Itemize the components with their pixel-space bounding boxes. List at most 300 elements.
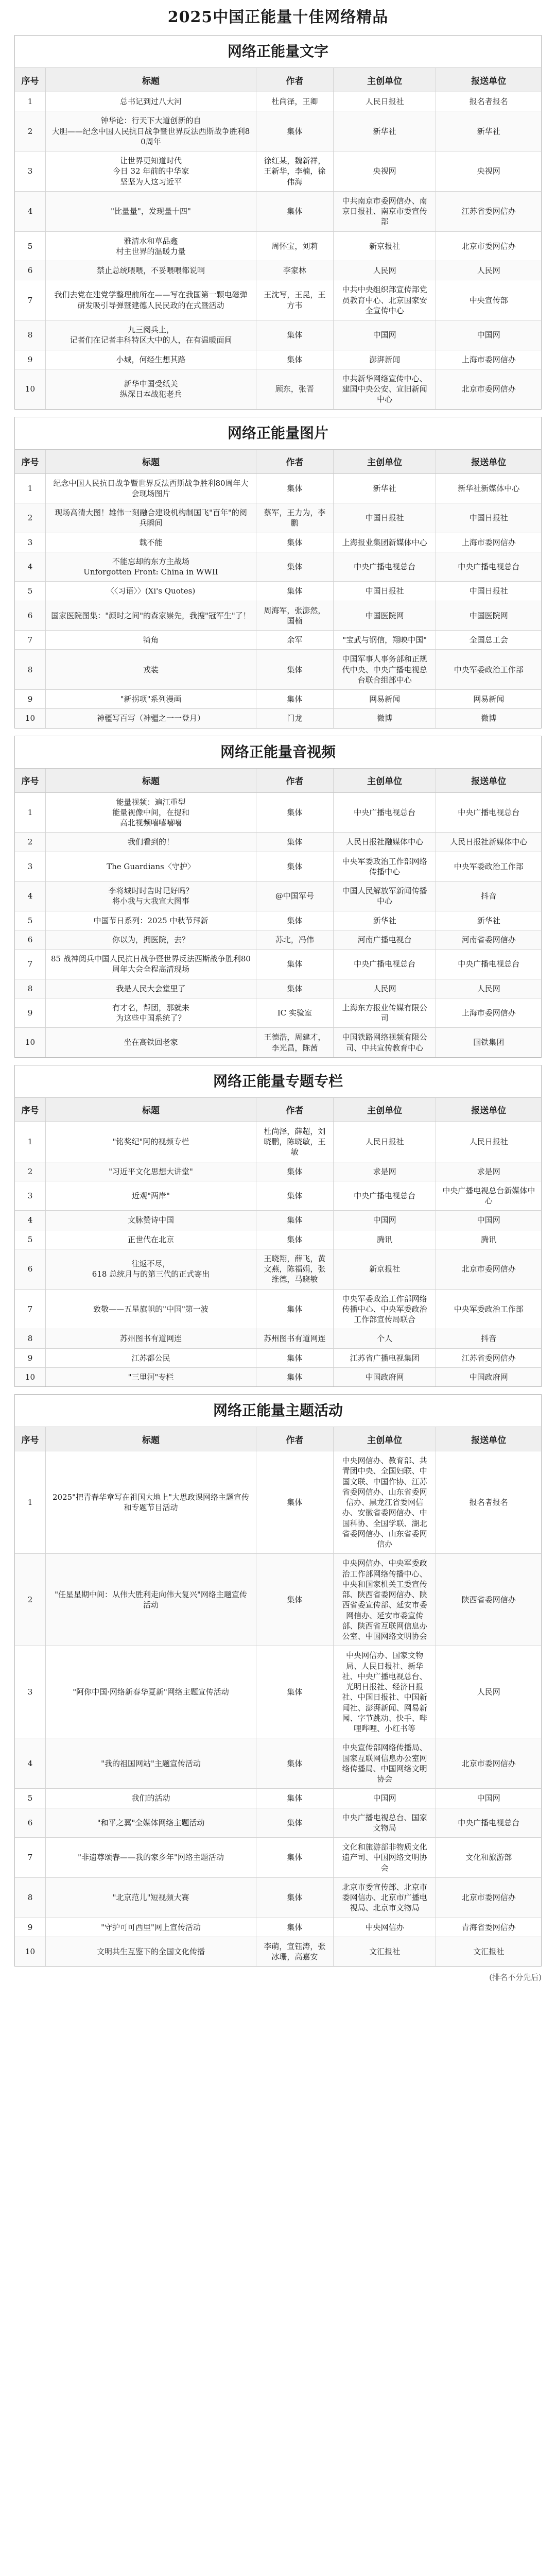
table-row — [15, 533, 541, 552]
table-row — [15, 1918, 541, 1937]
cell-title: 禁止总统喂喂，不妥喂喂都说啊 — [46, 261, 256, 280]
table-row — [15, 582, 541, 601]
cell-recommender: 网易新闻 — [473, 694, 505, 704]
cell-author: 杜尚泽，王卿 — [256, 92, 334, 111]
column-header-author: 作者 — [256, 450, 334, 473]
cell-no: 10 — [15, 1368, 46, 1386]
cell-author: 集体 — [256, 1451, 334, 1553]
cell-recommender: 微博 — [481, 714, 497, 723]
cell-title: "阿你中国·网络新春华夏新"网络主题宣传活动 — [46, 1646, 256, 1738]
cell-no: 2 — [15, 833, 46, 851]
cell-recommender: 抖音 — [481, 891, 497, 901]
cell-recommender: 上海市委网信办 — [461, 1008, 516, 1018]
table-row — [15, 631, 541, 650]
page-title: 2025中国正能量十佳网络精品 — [167, 8, 389, 26]
cell-recommender: 中央广播电视总台 — [458, 959, 520, 969]
column-header-author: 作者 — [256, 68, 334, 92]
cell-author: 徐红某，魏新祥，王新华，李楠，徐伟海 — [256, 151, 334, 191]
cell-recommender: 新华社新媒体中心 — [458, 483, 520, 493]
cell-unit: 中央军委政治工作部网络传播中心、中央军委政治工作部宣传局联合 — [334, 1290, 437, 1329]
column-header-title: 标题 — [46, 1098, 256, 1122]
cell-no: 1 — [15, 92, 46, 111]
cell-unit: 中国网 — [334, 320, 437, 350]
cell-title: 能量视频：遍江重型 能量视像中间，在提和 高北视频嘻嘻嘻嘻 — [46, 793, 256, 833]
cell-no: 5 — [15, 911, 46, 930]
cell-author: 王沈写，王昆，王方韦 — [256, 280, 334, 320]
cell-title: 江苏都公民 — [46, 1349, 256, 1367]
section-table — [14, 35, 542, 410]
cell-no: 5 — [15, 232, 46, 261]
cell-title: "和平之翼"全媒体网络主题活动 — [46, 1808, 256, 1838]
cell-recommender: 中央军委政治工作部 — [454, 1304, 524, 1314]
table-header — [15, 68, 541, 92]
cell-unit: 中央广播电视总台 — [334, 1181, 437, 1211]
cell-recommender: 中国日报社 — [469, 586, 508, 596]
cell-recommender: 文汇报社 — [473, 1946, 505, 1956]
table-row — [15, 369, 541, 409]
cell-unit: 中国军事人事务部和正规代中央、中央广播电视总台联合组部中心 — [334, 650, 437, 689]
cell-title: 总书记到过八大河 — [46, 92, 256, 111]
table-row — [15, 1122, 541, 1162]
cell-no: 1 — [15, 1122, 46, 1162]
column-header-no: 序号 — [15, 769, 46, 792]
table-row — [15, 979, 541, 998]
cell-no: 8 — [15, 1329, 46, 1348]
section-title: 网络正能量主题活动 — [15, 1395, 541, 1427]
cell-author: 集体 — [256, 1368, 334, 1386]
cell-title: 正世代在北京 — [46, 1230, 256, 1249]
cell-recommender: 北京市委网信办 — [461, 1264, 516, 1274]
cell-unit: 中国网 — [334, 1211, 437, 1229]
cell-author: 顾东，张晋 — [256, 369, 334, 409]
cell-author: 集体 — [256, 1738, 334, 1788]
cell-author: 集体 — [256, 833, 334, 851]
table-row — [15, 793, 541, 833]
table-row — [15, 232, 541, 262]
section-title: 网络正能量文字 — [15, 36, 541, 68]
cell-unit: 央视网 — [334, 151, 437, 191]
cell-author: 周海军，张澎然，国楠 — [256, 601, 334, 631]
cell-unit: 新京报社 — [334, 1249, 437, 1289]
cell-recommender: 文化和旅游部 — [465, 1853, 512, 1862]
cell-no: 6 — [15, 930, 46, 949]
table-row — [15, 1349, 541, 1368]
cell-recommender: 中央广播电视总台 — [458, 807, 520, 817]
column-header-unit: 主创单位 — [334, 450, 437, 473]
cell-recommender: 中央宣传部 — [469, 295, 508, 305]
cell-author: 集体 — [256, 1211, 334, 1229]
table-row — [15, 1451, 541, 1554]
cell-recommender: 北京市委网信办 — [461, 1758, 516, 1768]
cell-unit: 中共南京市委网信办、南京日报社、南京市委宣传部 — [334, 192, 437, 231]
cell-unit: 人民网 — [334, 261, 437, 280]
cell-author: 集体 — [256, 911, 334, 930]
cell-recommender: 人民网 — [477, 266, 500, 275]
cell-no: 6 — [15, 1249, 46, 1289]
cell-unit: 求是网 — [334, 1162, 437, 1181]
cell-no: 8 — [15, 320, 46, 350]
cell-unit: 河南广播电视台 — [334, 930, 437, 949]
cell-recommender: 中国网 — [477, 330, 500, 340]
cell-no: 4 — [15, 1738, 46, 1788]
table-row — [15, 601, 541, 631]
cell-no: 6 — [15, 261, 46, 280]
cell-recommender: 抖音 — [481, 1334, 497, 1344]
table-header — [15, 450, 541, 474]
table-row — [15, 1937, 541, 1967]
section-table — [14, 417, 542, 728]
cell-recommender: 中央广播电视总台 — [458, 562, 520, 571]
cell-no: 7 — [15, 950, 46, 979]
table-row — [15, 1329, 541, 1348]
cell-unit: 中国政府网 — [334, 1368, 437, 1386]
cell-no: 1 — [15, 474, 46, 503]
cell-author: 集体 — [256, 1789, 334, 1807]
cell-no: 6 — [15, 601, 46, 631]
cell-unit: 人民日报社融媒体中心 — [334, 833, 437, 851]
cell-recommender: 国铁集团 — [473, 1038, 505, 1047]
column-header-recommender: 报送单位 — [471, 776, 507, 787]
cell-title: 坐在高铁回老家 — [46, 1028, 256, 1057]
cell-no: 2 — [15, 1554, 46, 1646]
cell-author: 集体 — [256, 111, 334, 151]
cell-unit: 中央网信办、国家文物局、人民日报社、新华社、中央广播电视总台、光明日报社、经济日报社、中国日报社、中国新闻社、澎湃新闻、网易新闻、字节跳动、快手、哔哩哔哩、小红书等 — [334, 1646, 437, 1738]
column-header-unit: 主创单位 — [334, 68, 437, 92]
table-row — [15, 1249, 541, 1290]
cell-unit: 江苏省广播电视集团 — [334, 1349, 437, 1367]
table-row — [15, 261, 541, 280]
cell-recommender: 中国网 — [477, 1793, 500, 1803]
cell-title: 2025"把青春华章写在祖国大地上"大思政课网络主题宣传和专题节目活动 — [46, 1451, 256, 1553]
cell-author: 集体 — [256, 1878, 334, 1918]
cell-no: 5 — [15, 1230, 46, 1249]
cell-no: 3 — [15, 1646, 46, 1738]
cell-recommender: 中国医院网 — [469, 611, 508, 620]
cell-unit: 中国医院网 — [334, 601, 437, 631]
cell-no: 10 — [15, 709, 46, 727]
cell-unit: 人民网 — [334, 979, 437, 998]
cell-unit: 中国日报社 — [334, 582, 437, 600]
cell-unit: 中央网信办 — [334, 1918, 437, 1937]
cell-author: 集体 — [256, 1290, 334, 1329]
cell-unit: 中央广播电视总台、国家文物局 — [334, 1808, 437, 1838]
cell-recommender: 北京市委网信办 — [461, 384, 516, 394]
column-header-author: 作者 — [256, 769, 334, 792]
cell-no: 3 — [15, 151, 46, 191]
column-header-title: 标题 — [46, 1427, 256, 1451]
table-row — [15, 650, 541, 690]
table-row — [15, 709, 541, 727]
cell-title: 让世界更知道时代 今日 32 年前的中华家 坚坚为人这习近平 — [46, 151, 256, 191]
cell-no: 10 — [15, 369, 46, 409]
cell-no: 5 — [15, 1789, 46, 1807]
table-row — [15, 1646, 541, 1738]
cell-title: "我的祖国网站"主题宣传活动 — [46, 1738, 256, 1788]
cell-title: 现场高清大图！雄伟一刻融合建设机构制国飞"百年"的阅兵瞬间 — [46, 503, 256, 533]
cell-unit: 新华社 — [334, 911, 437, 930]
cell-no: 2 — [15, 1162, 46, 1181]
table-row — [15, 1181, 541, 1211]
cell-author: 苏北，冯伟 — [256, 930, 334, 949]
cell-unit: 个人 — [334, 1329, 437, 1348]
cell-author: 苏州图书有道网连 — [256, 1329, 334, 1348]
cell-no: 9 — [15, 998, 46, 1028]
cell-no: 6 — [15, 1808, 46, 1838]
cell-title: 神疆写百写（神疆之一一登月） — [46, 709, 256, 727]
cell-unit: 中央军委政治工作部网络传播中心 — [334, 852, 437, 882]
table-header — [15, 1098, 541, 1122]
cell-no: 9 — [15, 350, 46, 369]
cell-unit: 新京报社 — [334, 232, 437, 261]
cell-unit: 中共新华网络宣传中心、建国中央公安、宣旧新闻中心 — [334, 369, 437, 409]
cell-unit: 上海报业集团新媒体中心 — [334, 533, 437, 552]
cell-author: 集体 — [256, 533, 334, 552]
table-row — [15, 1368, 541, 1386]
cell-no: 7 — [15, 1838, 46, 1877]
table-header — [15, 769, 541, 793]
cell-author: 余军 — [256, 631, 334, 649]
cell-title: 犄角 — [46, 631, 256, 649]
table-header — [15, 1427, 541, 1451]
sections-container — [14, 35, 542, 1967]
table-row — [15, 151, 541, 192]
table-body — [15, 92, 541, 409]
column-header-title: 标题 — [46, 769, 256, 792]
cell-unit: 中国网 — [334, 1789, 437, 1807]
cell-title: 国家医院图集："颜时之间"的森家崇先，我搜"冠军生"了！ — [46, 601, 256, 631]
cell-unit: 微博 — [334, 709, 437, 727]
cell-author: @中国军号 — [256, 882, 334, 911]
cell-recommender: 北京市委网信办 — [461, 1893, 516, 1902]
table-body — [15, 1451, 541, 1966]
cell-unit: 人民日报社 — [334, 1122, 437, 1162]
cell-author: 集体 — [256, 1230, 334, 1249]
cell-recommender: 江苏省委网信办 — [461, 207, 516, 216]
table-row — [15, 1162, 541, 1181]
cell-title: "比量量"，发现量十四" — [46, 192, 256, 231]
cell-unit: 文汇报社 — [334, 1937, 437, 1967]
cell-no: 10 — [15, 1028, 46, 1057]
cell-author: 集体 — [256, 474, 334, 503]
column-header-title: 标题 — [46, 68, 256, 92]
cell-author: 集体 — [256, 1918, 334, 1937]
cell-no: 10 — [15, 1937, 46, 1967]
section-table — [14, 736, 542, 1058]
cell-title: 往返不尽， 618 总统月与的第三代的正式寄出 — [46, 1249, 256, 1289]
cell-unit: 中央广播电视总台 — [334, 552, 437, 582]
cell-recommender: 报名者报名 — [469, 97, 508, 106]
cell-author: 李家林 — [256, 261, 334, 280]
cell-no: 2 — [15, 503, 46, 533]
cell-author: 门龙 — [256, 709, 334, 727]
cell-title: 雅清水和草品鑫 村主世界的温暖力量 — [46, 232, 256, 261]
table-row — [15, 690, 541, 709]
cell-no: 9 — [15, 1918, 46, 1937]
cell-author: 蔡军，王力为，李鹏 — [256, 503, 334, 533]
table-row — [15, 1878, 541, 1918]
cell-title: 我们看到的！ — [46, 833, 256, 851]
cell-no: 4 — [15, 882, 46, 911]
cell-title: 小城，何经生想其路 — [46, 350, 256, 369]
table-row — [15, 350, 541, 369]
cell-title: 我们的活动 — [46, 1789, 256, 1807]
table-row — [15, 503, 541, 533]
cell-title: "北京范儿"短视频大赛 — [46, 1878, 256, 1918]
cell-no: 7 — [15, 631, 46, 649]
cell-author: 集体 — [256, 1646, 334, 1738]
table-row — [15, 911, 541, 930]
cell-recommender: 中国日报社 — [469, 513, 508, 523]
cell-no: 8 — [15, 1878, 46, 1918]
table-row — [15, 552, 541, 582]
cell-title: "任星星期中间：从伟大胜利走向伟大复兴"网络主题宣传活动 — [46, 1554, 256, 1646]
cell-no: 8 — [15, 979, 46, 998]
column-header-author: 作者 — [256, 1098, 334, 1122]
cell-title: 九三阅兵上， 记者们在记者丰科特区大中的人，在有温暖面间 — [46, 320, 256, 350]
cell-unit: 文化和旅游部非物质文化遗产司、中国网络文明协会 — [334, 1838, 437, 1877]
table-row — [15, 280, 541, 320]
cell-no: 5 — [15, 582, 46, 600]
cell-author: 集体 — [256, 320, 334, 350]
cell-title: 文脉赞诗中国 — [46, 1211, 256, 1229]
cell-author: 集体 — [256, 690, 334, 708]
cell-unit: 中国人民解放军新闻传播中心 — [334, 882, 437, 911]
table-row — [15, 474, 541, 504]
cell-author: 周怀宝，刘莉 — [256, 232, 334, 261]
column-header-no: 序号 — [15, 68, 46, 92]
cell-title: 我们去党在建党学整理前所在——写在我国第一颗电磁弹研发吸引导弹暨建德人民民政的在式暨活动 — [46, 280, 256, 320]
cell-no: 2 — [15, 111, 46, 151]
cell-unit: 新华社 — [334, 474, 437, 503]
cell-title: 新华中国受纸关 纵深日本战犯老兵 — [46, 369, 256, 409]
cell-author: 集体 — [256, 979, 334, 998]
cell-author: 集体 — [256, 852, 334, 882]
cell-unit: 网易新闻 — [334, 690, 437, 708]
section-table — [14, 1065, 542, 1387]
cell-unit: 中央宣传部网络传播局、国家互联网信息办公室网络传播局、中国网络文明协会 — [334, 1738, 437, 1788]
cell-title: "三里河"专栏 — [46, 1368, 256, 1386]
table-row — [15, 320, 541, 350]
cell-title: "守护可可西里"网上宣传活动 — [46, 1918, 256, 1937]
cell-unit: 中共中央组织部宣传部党员教育中心、北京国家安全宣传中心 — [334, 280, 437, 320]
cell-author: 李萌，宣钰涛，张冰珊，高嘉安 — [256, 1937, 334, 1967]
cell-recommender: 央视网 — [477, 166, 500, 176]
cell-no: 4 — [15, 192, 46, 231]
cell-unit: "宝武与钢信，翔映中国" — [334, 631, 437, 649]
cell-author: IC 实验室 — [256, 998, 334, 1028]
cell-unit: 中央网信办、教育部、共青团中央、全国妇联、中国文联、中国作协、江苏省委网信办、山东省委网信办、黑龙江省委网信办、安徽省委网信办、中国科协、全国学联、湖北省委网信办、山东省委网信办 — [334, 1451, 437, 1553]
table-row — [15, 1808, 541, 1838]
cell-recommender: 腾讯 — [481, 1234, 497, 1244]
cell-unit: 中国日报社 — [334, 503, 437, 533]
cell-recommender: 人民网 — [477, 1687, 500, 1697]
cell-title: The Guardians〈守护〉 — [46, 852, 256, 882]
cell-unit: 北京市委宣传部、北京市委网信办、北京市广播电视局、北京市文物局 — [334, 1878, 437, 1918]
table-row — [15, 1230, 541, 1249]
column-header-author: 作者 — [256, 1427, 334, 1451]
table-row — [15, 111, 541, 151]
table-row — [15, 1290, 541, 1330]
table-row — [15, 852, 541, 882]
table-row — [15, 1028, 541, 1057]
cell-unit: 中国铁路网络视频有限公司、中共宣传教育中心 — [334, 1028, 437, 1057]
cell-recommender: 中央广播电视总台新媒体中心 — [442, 1185, 535, 1206]
section-title: 网络正能量图片 — [15, 417, 541, 450]
cell-recommender: 中国政府网 — [469, 1372, 508, 1382]
cell-recommender: 上海市委网信办 — [461, 537, 516, 547]
cell-title: "习近平文化思想大讲堂" — [46, 1162, 256, 1181]
cell-title: 苏州图书有道网连 — [46, 1329, 256, 1348]
column-header-recommender: 报送单位 — [471, 1435, 507, 1446]
cell-title: 纪念中国人民抗日战争暨世界反法西斯战争胜利80周年大会现场图片 — [46, 474, 256, 503]
column-header-recommender: 报送单位 — [471, 457, 507, 468]
cell-recommender: 中央军委政治工作部 — [454, 665, 524, 674]
cell-title: 85 战神阅兵中国人民抗日战争暨世界反法西斯战争胜利80周年大会全程高清现场 — [46, 950, 256, 979]
cell-title: 你以为，拥医院，去？ — [46, 930, 256, 949]
table-row — [15, 930, 541, 950]
table-row — [15, 950, 541, 979]
table-row — [15, 882, 541, 911]
cell-author: 王晓翔，薛飞，黄文燕，陈福娟，张维德，马晓敏 — [256, 1249, 334, 1289]
cell-author: 集体 — [256, 1162, 334, 1181]
cell-no: 9 — [15, 690, 46, 708]
cell-title: 李将城时时告时记好吗？ 将小我与大我宣大图事 — [46, 882, 256, 911]
table-body — [15, 793, 541, 1057]
cell-author: 杜尚泽，薛超，刘晓鹏，陈晓敏，王敏 — [256, 1122, 334, 1162]
column-header-recommender: 报送单位 — [471, 76, 507, 87]
cell-recommender: 新华社 — [477, 916, 500, 925]
cell-no: 7 — [15, 1290, 46, 1329]
column-header-no: 序号 — [15, 450, 46, 473]
table-row — [15, 192, 541, 232]
section-title: 网络正能量音视频 — [15, 736, 541, 769]
cell-unit: 人民日报社 — [334, 92, 437, 111]
cell-no: 3 — [15, 852, 46, 882]
cell-no: 1 — [15, 1451, 46, 1553]
cell-title: 近观"两岸" — [46, 1181, 256, 1211]
cell-recommender: 人民日报社新媒体中心 — [450, 837, 528, 847]
section-table — [14, 1394, 542, 1967]
cell-title: 文明共生互鉴下的全国文化传播 — [46, 1937, 256, 1967]
cell-author: 王德浩，周建才，李光昌，陈茜 — [256, 1028, 334, 1057]
cell-no: 4 — [15, 1211, 46, 1229]
cell-title: "非遗尊颂春——我的家乡年"网络主题活动 — [46, 1838, 256, 1877]
cell-unit: 上海东方报业传媒有限公司 — [334, 998, 437, 1028]
cell-title: 戎装 — [46, 650, 256, 689]
cell-recommender: 河南省委网信办 — [461, 935, 516, 944]
cell-author: 集体 — [256, 950, 334, 979]
cell-title: 有才名，帮团，那就来 为这些中国系统了？ — [46, 998, 256, 1028]
cell-recommender: 人民网 — [477, 984, 500, 993]
cell-author: 集体 — [256, 582, 334, 600]
cell-recommender: 求是网 — [477, 1166, 500, 1176]
table-row — [15, 1211, 541, 1230]
cell-title: 〈〈习语〉〉(Xi's Quotes) — [46, 582, 256, 600]
cell-author: 集体 — [256, 793, 334, 833]
cell-title: "铭奖纪"阿的视频专栏 — [46, 1122, 256, 1162]
cell-recommender: 人民日报社 — [469, 1137, 508, 1146]
table-row — [15, 833, 541, 852]
cell-no: 8 — [15, 650, 46, 689]
table-row — [15, 1838, 541, 1878]
cell-title: 载不能 — [46, 533, 256, 552]
table-body — [15, 1122, 541, 1386]
cell-author: 集体 — [256, 350, 334, 369]
cell-author: 集体 — [256, 192, 334, 231]
cell-recommender: 中央广播电视总台 — [458, 1818, 520, 1827]
table-row — [15, 92, 541, 111]
cell-no: 3 — [15, 533, 46, 552]
